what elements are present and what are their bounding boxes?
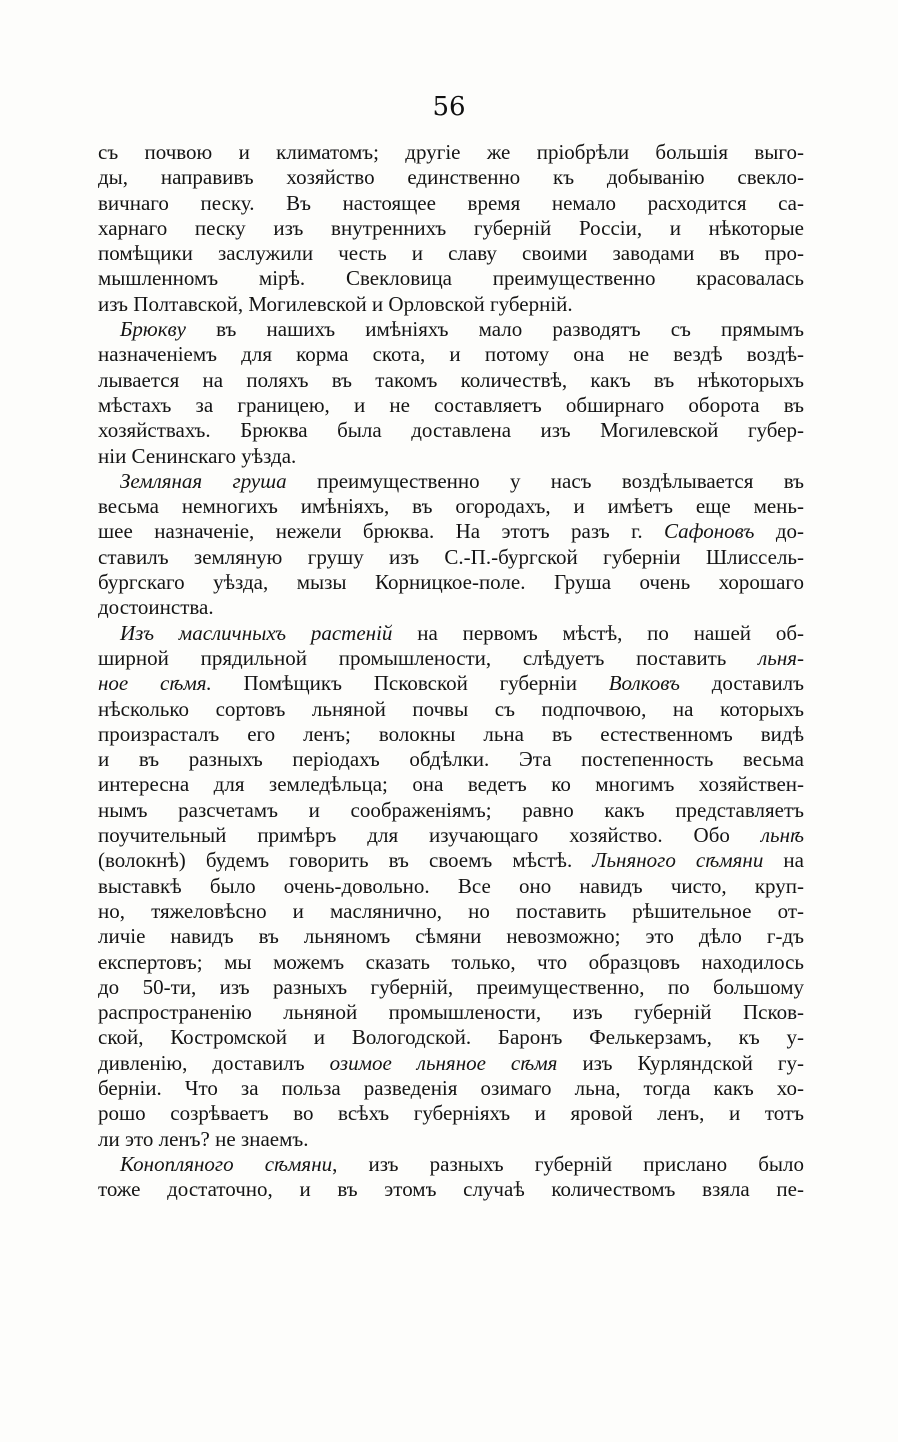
text-run: помѣщики заслужили честь и славу своими заводами въ про- (98, 241, 804, 266)
text-line (98, 317, 804, 342)
text-line (98, 1101, 804, 1126)
text-line (98, 950, 804, 975)
text-line (98, 191, 804, 216)
text-line (98, 848, 804, 873)
text-run: берніи. Что за польза разведенія озимаго льна, тогда какъ хо- (98, 1075, 804, 1100)
text-run: выставкѣ было очень-довольно. Все оно навидъ чисто, круп- (98, 873, 804, 898)
italic-term: льня- (758, 645, 804, 670)
italic-term: Льняного сѣмяни (592, 848, 764, 873)
text-line (98, 874, 804, 899)
text-line (98, 393, 804, 418)
text-line (98, 165, 804, 190)
text-run: (волокнѣ) будемъ говорить въ своемъ мѣстѣ. (98, 848, 593, 873)
italic-term: Конопляного сѣмяни (120, 1151, 333, 1176)
text-run: изъ Полтавской, Могилевской и Орловской губерній. (98, 291, 573, 316)
text-run: съ почвою и климатомъ; другіе же пріобрѣли большія выго- (98, 140, 804, 164)
text-line (98, 1177, 804, 1202)
text-line (98, 292, 804, 317)
text-run: интересна для земледѣльца; она ведетъ ко многимъ хозяйствен- (98, 772, 804, 797)
italic-term: озимое льняное сѣмя (329, 1050, 558, 1075)
text-run: ской, Костромской и Вологодской. Баронъ Фелькерзамъ, къ у- (98, 1025, 804, 1050)
text-run: до- (754, 519, 804, 544)
text-line (98, 722, 804, 747)
italic-term: Сафоновъ (663, 519, 755, 544)
text-line (98, 545, 804, 570)
text-run: харнаго песку изъ внутреннихъ губерній Россіи, и нѣкоторые (98, 215, 804, 240)
text-run: рошо созрѣваетъ во всѣхъ губерніяхъ и яровой ленъ, и тотъ (98, 1101, 804, 1126)
text-run: произрасталъ его ленъ; волокны льна въ естественномъ видѣ (98, 721, 804, 746)
text-run: ли это ленъ? не знаемъ. (98, 1126, 309, 1151)
text-run: нымъ разсчетамъ и соображеніямъ; равно какъ представляетъ (98, 797, 804, 822)
text-line (98, 444, 804, 469)
text-run: доставилъ (679, 671, 804, 696)
text-run: но, тяжеловѣсно и масляничнo, но поставить рѣшительное от- (98, 898, 804, 923)
text-line (98, 1051, 804, 1076)
text-line (98, 924, 804, 949)
text-run: весьма немногихъ имѣніяхъ, въ огородахъ, и имѣетъ еще мень- (98, 494, 804, 519)
page-number: 56 (432, 92, 466, 122)
text-line (98, 621, 804, 646)
text-line (98, 595, 804, 620)
text-run: Помѣщикъ Псковской губерніи (211, 671, 609, 696)
text-line (98, 1076, 804, 1101)
italic-term: ное сѣмя. (98, 671, 212, 696)
text-line (98, 266, 804, 291)
text-line (98, 798, 804, 823)
text-run: до 50-ти, изъ разныхъ губерній, преимущественно, по большому (98, 974, 804, 999)
text-line (98, 368, 804, 393)
text-run: поучительный примѣръ для изучающаго хозяйство. Обо (98, 823, 761, 848)
text-line (98, 216, 804, 241)
italic-term: льнѣ (760, 823, 804, 848)
text-line (98, 418, 804, 443)
text-run: личіе навидъ въ льняномъ сѣмяни невозможно; это дѣло г-дъ (98, 924, 804, 949)
text-run: мѣстахъ за границею, и не составляетъ обширнаго оборота въ (98, 392, 804, 417)
text-line (98, 342, 804, 367)
text-run: достоинства. (98, 595, 214, 620)
text-run: лывается на поляхъ въ такомъ количествѣ, какъ въ нѣкоторыхъ (98, 367, 804, 392)
text-run: ніи Сенинскаго уѣзда. (98, 443, 297, 468)
text-run: ды, направивъ хозяйство единственно къ добыванію свекло- (98, 165, 804, 190)
text-line (98, 519, 804, 544)
text-run: мышленномъ мірѣ. Свекловица преимущественно красовалась (98, 266, 804, 291)
text-line (98, 140, 804, 165)
text-line (98, 671, 804, 696)
text-run: вичнаго песку. Въ настоящее время немало расходится са- (98, 190, 804, 215)
text-line (98, 1025, 804, 1050)
italic-term: Волковъ (608, 671, 680, 696)
text-run: ставилъ земляную грушу изъ С.-П.-бургской губерніи Шлиссель- (98, 544, 804, 569)
text-run: ширной прядильной промышлености, слѣдуетъ поставить (98, 645, 759, 670)
text-line (98, 975, 804, 1000)
text-line (98, 241, 804, 266)
text-run: на первомъ мѣстѣ, по нашей об- (392, 620, 804, 645)
text-run: преимущественно у насъ воздѣлывается въ (286, 468, 804, 493)
text-run: на (763, 848, 804, 873)
text-line (98, 899, 804, 924)
text-run: , изъ разныхъ губерній прислано было (332, 1151, 804, 1176)
text-line (98, 1000, 804, 1025)
text-line (98, 1152, 804, 1177)
italic-term: Брюкву (120, 317, 186, 342)
text-line (98, 697, 804, 722)
text-line (98, 823, 804, 848)
text-run: въ нашихъ имѣніяхъ мало разводятъ съ прямымъ (185, 317, 804, 342)
italic-term: Изъ масличныхъ растеній (120, 620, 393, 645)
text-run: изъ Курляндской гу- (557, 1050, 804, 1075)
text-run: распространенію льняной промышлености, изъ губерній Псков- (98, 1000, 804, 1025)
text-line (98, 646, 804, 671)
text-line (98, 494, 804, 519)
body-text (98, 140, 804, 1202)
text-run: шее назначеніе, нежели брюква. На этотъ разъ г. (98, 519, 664, 544)
text-run: хозяйствахъ. Брюква была доставлена изъ Могилевской губер- (98, 418, 804, 443)
text-line (98, 1127, 804, 1152)
text-line (98, 747, 804, 772)
text-run: дивленію, доставилъ (98, 1050, 330, 1075)
text-run: тоже достаточно, и въ этомъ случаѣ количествомъ взяла пе- (98, 1177, 804, 1202)
text-line (98, 772, 804, 797)
text-run: нѣсколько сортовъ льняной почвы съ подпочвою, на которыхъ (98, 696, 804, 721)
text-line (98, 469, 804, 494)
text-run: назначеніемъ для корма скота, и потому она не вездѣ воздѣ- (98, 342, 804, 367)
italic-term: Земляная груша (120, 468, 287, 493)
text-run: и въ разныхъ періодахъ обдѣлки. Эта постепенность весьма (98, 747, 804, 772)
text-line (98, 570, 804, 595)
text-run: експертовъ; мы можемъ сказать только, что образцовъ находилось (98, 949, 804, 974)
text-run: бургскаго уѣзда, мызы Корницкое-поле. Груша очень хорошаго (98, 570, 804, 595)
